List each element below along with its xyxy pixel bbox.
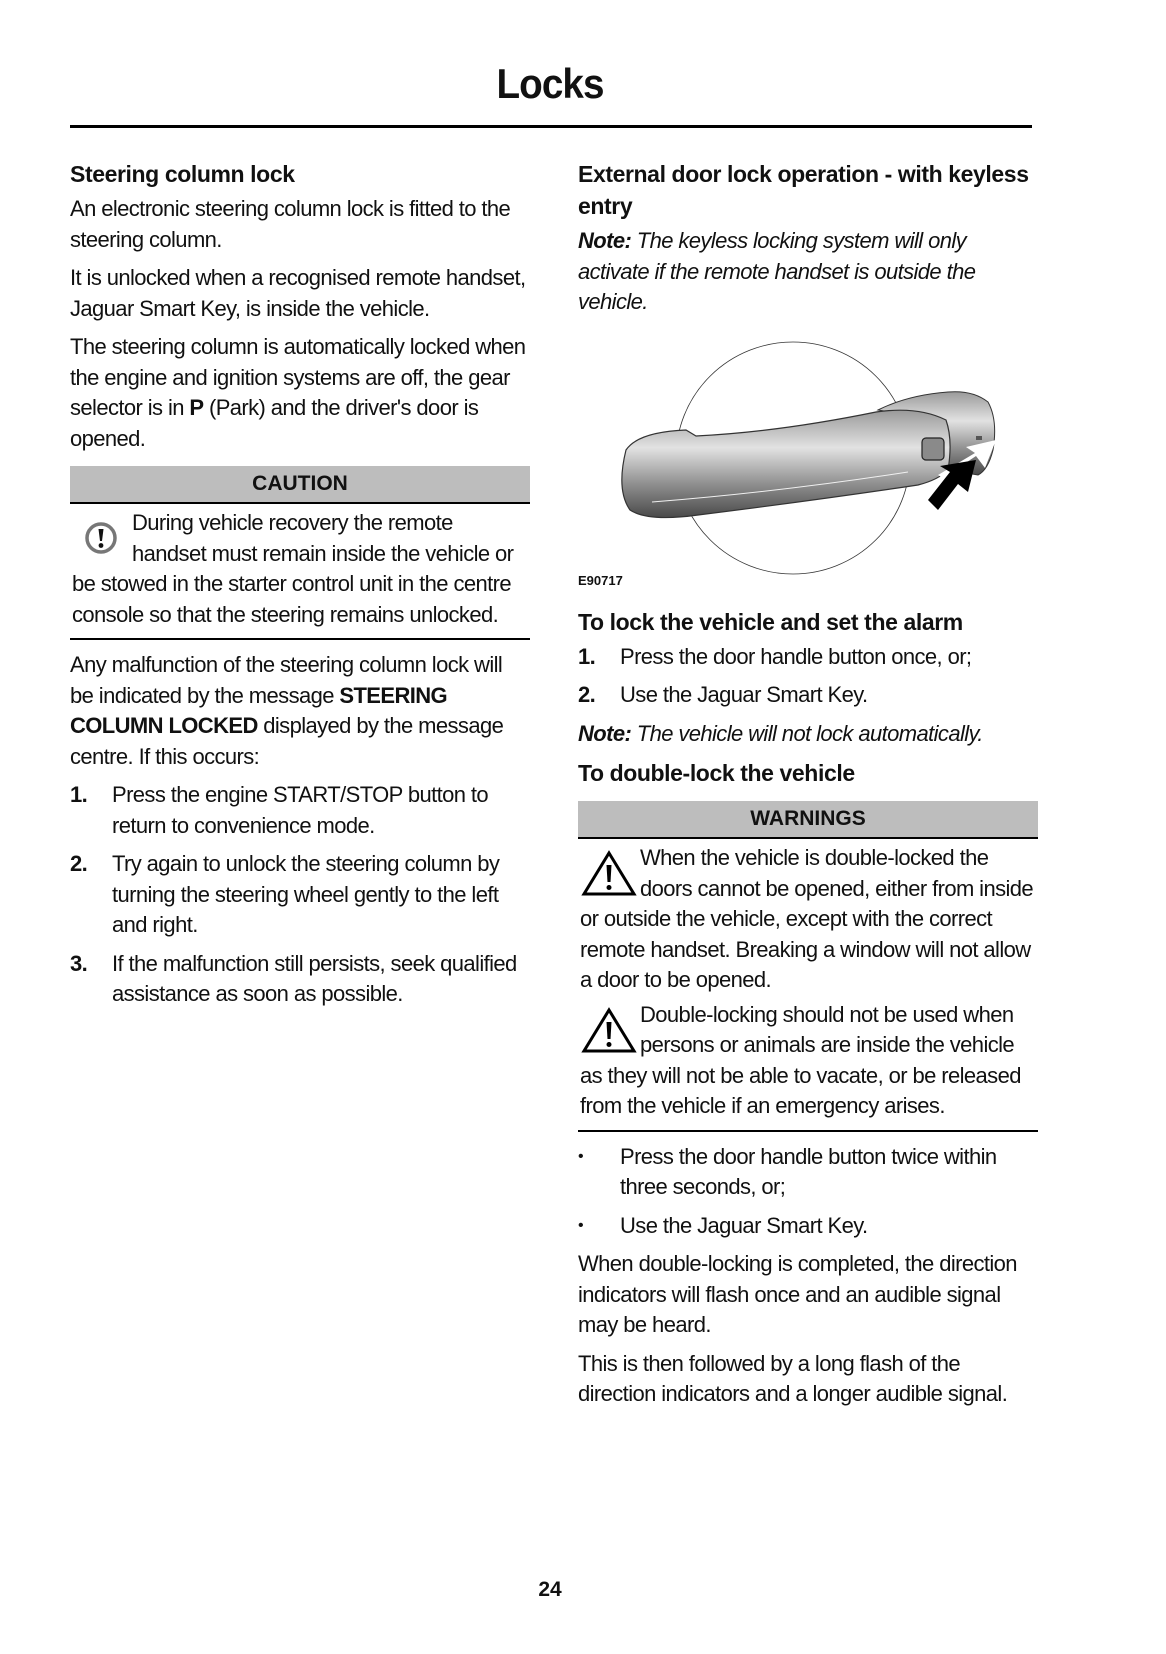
list-item: 1. Press the door handle button once, or; xyxy=(578,643,972,669)
page-title: Locks xyxy=(496,60,604,107)
caution-item xyxy=(72,508,528,630)
warning-item xyxy=(580,1000,1036,1122)
warning-triangle-icon xyxy=(580,847,638,899)
note-no-auto-lock: Note: The vehicle will not lock automatically. xyxy=(578,720,983,746)
warnings-header: WARNINGS xyxy=(578,801,1038,839)
door-handle-icon xyxy=(578,340,1038,590)
lock-steps xyxy=(578,642,1038,711)
title-divider xyxy=(70,125,1032,128)
paragraph-auto-lock: The steering column is automatically locked when the engine and ignition systems are off, the gear selector is in P (Park) and the driver's door is opened. xyxy=(70,334,526,451)
warning-item xyxy=(580,843,1036,996)
note-keyless: Note: The keyless locking system will only activate if the remote handset is outside the vehicle. xyxy=(578,228,976,314)
paragraph: This is then followed by a long flash of the direction indicators and a longer audible signal. xyxy=(578,1350,1008,1406)
paragraph: It is unlocked when a recognised remote handset, Jaguar Smart Key, is inside the vehicle. xyxy=(70,265,526,321)
left-column xyxy=(70,158,530,1018)
section-heading-steering-column-lock: Steering column lock xyxy=(70,161,295,187)
caution-box xyxy=(70,466,530,640)
caution-circle-exclamation-icon xyxy=(72,512,130,564)
section-heading-lock-vehicle: To lock the vehicle and set the alarm xyxy=(578,608,963,635)
list-item: 1. Press the engine START/STOP button to return to convenience mode. xyxy=(70,782,489,838)
bullet-icon: • xyxy=(578,1147,584,1165)
door-handle-illustration xyxy=(578,340,1038,590)
list-item: • Use the Jaguar Smart Key. xyxy=(578,1211,1038,1242)
bullet-icon: • xyxy=(578,1216,584,1234)
warning-text: When the vehicle is double-locked the doors cannot be opened, either from inside or outside the vehicle, except with the correct remote handset. Breaking a window will not allow a door to be opened. xyxy=(580,845,1034,992)
section-heading-double-lock: To double-lock the vehicle xyxy=(578,760,855,786)
page-number: 24 xyxy=(538,1578,562,1601)
paragraph: An electronic steering column lock is fitted to the steering column. xyxy=(70,196,511,252)
paragraph: When double-locking is completed, the direction indicators will flash once and an audible signal may be heard. xyxy=(578,1251,1017,1337)
park-label: P xyxy=(189,395,204,420)
message-text-steering-column-locked: STEERING COLUMN LOCKED xyxy=(70,682,448,738)
warning-triangle-icon xyxy=(580,1004,638,1056)
list-item: 3. If the malfunction still persists, seek qualified assistance as soon as possible. xyxy=(70,950,517,1006)
warning-text: Double-locking should not be used when persons or animals are inside the vehicle as they will not be able to vacate, or be released from the vehicle if an emergency arises. xyxy=(580,1001,1021,1118)
right-column xyxy=(578,158,1038,1418)
caution-text: During vehicle recovery the remote handset must remain inside the vehicle or be stowed in the starter control unit in the centre console so that the steering remains unlocked. xyxy=(72,510,514,627)
figure-code: E90717 xyxy=(578,572,623,588)
list-item: • Press the door handle button twice within three seconds, or; xyxy=(578,1142,1038,1203)
caution-header: CAUTION xyxy=(70,466,530,504)
double-lock-methods xyxy=(578,1142,1038,1242)
list-item: 2. Use the Jaguar Smart Key. xyxy=(578,682,868,707)
malfunction-steps xyxy=(70,780,530,1010)
list-item: 2. Try again to unlock the steering column by turning the steering wheel gently to the left and right. xyxy=(70,851,500,937)
warnings-box xyxy=(578,801,1038,1132)
paragraph-malfunction: Any malfunction of the steering column lock will be indicated by the message STEERING COLUMN LOCKED displayed by the message centre. If this occurs: xyxy=(70,652,504,769)
section-heading-external-door-lock: External door lock operation - with keyless entry xyxy=(578,161,1029,219)
